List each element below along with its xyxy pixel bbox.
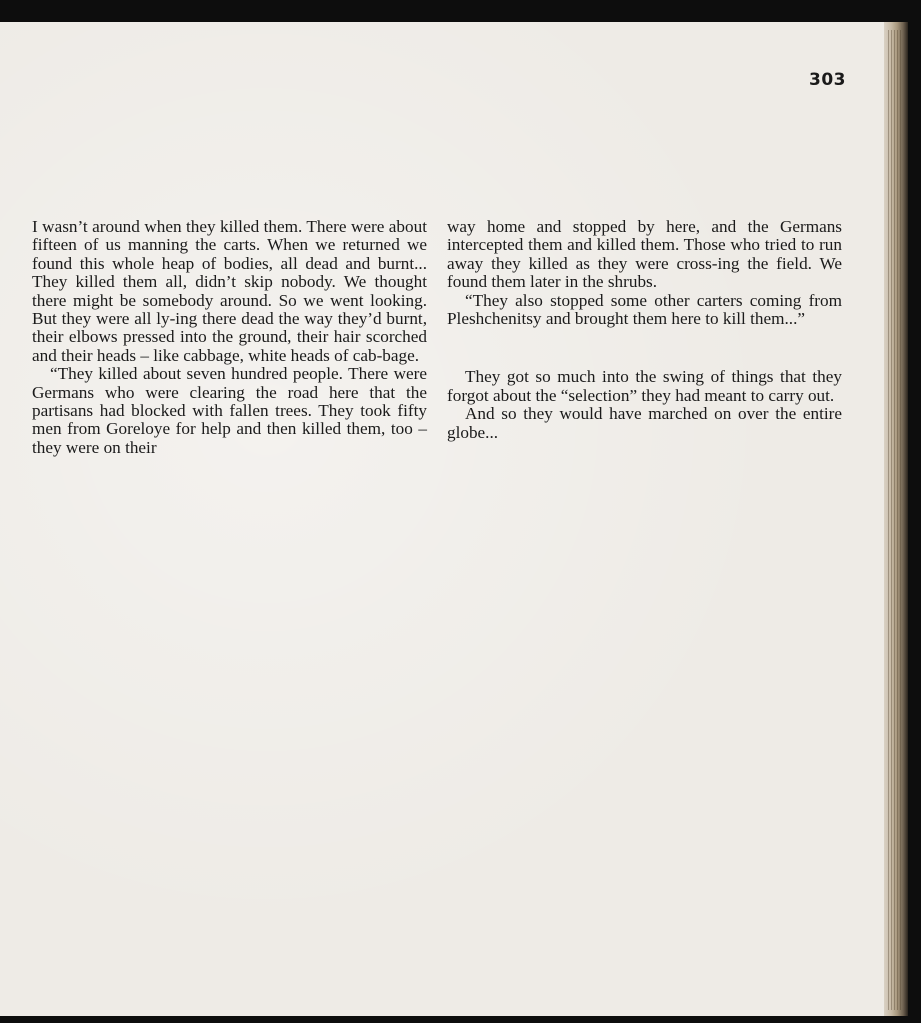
page-edge-stack (888, 30, 902, 1010)
bottom-border (0, 1016, 921, 1023)
section-break (447, 328, 842, 368)
paragraph: “They also stopped some other carters coming from Pleshchenitsy and brought them here to kill them...” (447, 290, 842, 329)
page-number: 303 (809, 70, 846, 90)
book-page (0, 22, 888, 1016)
right-column (447, 218, 842, 442)
paragraph: They got so much into the swing of things that they forgot about the “selection” they had meant to carry out. (447, 367, 842, 405)
paragraph: And so they would have marched on over the entire globe... (447, 404, 842, 442)
left-column (32, 218, 427, 457)
paragraph: “They killed about seven hundred people. There were Germans who were clearing the road here that the partisans had blocked with fallen trees. They took fifty men from Goreloye for help and then killed them, too – they were on their (32, 364, 427, 457)
paragraph: I wasn’t around when they killed them. There were about fifteen of us manning the carts. When we returned we found this whole heap of bodies, all dead and burnt... They killed them all, didn’t skip nobody. We thought there might be somebody around. So we went looking. But they were all ly-ing there dead the way they’d burnt, their elbows pressed into the ground, their hair scorched and their heads – like cabbage, white heads of cab-bage. (32, 217, 427, 365)
paragraph: way home and stopped by here, and the Germans intercepted them and killed them. Those who tried to run away they killed as they were cross-ing the field. We found them later in the shrubs. (447, 217, 842, 292)
